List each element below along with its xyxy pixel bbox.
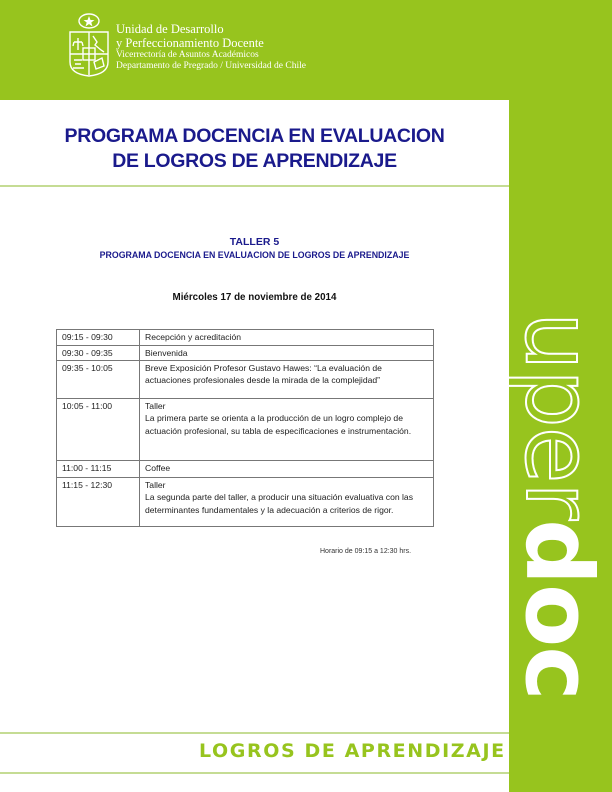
unit-name-line1: Unidad de Desarrollo <box>116 22 224 36</box>
activity-line: Bienvenida <box>145 348 188 358</box>
schedule-note: Horario de 09:15 a 12:30 hrs. <box>320 548 412 555</box>
activity-cell <box>140 330 434 346</box>
page-title <box>0 124 509 174</box>
time-cell: 09:30 - 09:35 <box>57 346 140 361</box>
table-row <box>57 330 434 346</box>
activity-line: Taller <box>145 400 166 411</box>
unit-vicerrectoria: Vicerrectoría de Asuntos Académicos <box>116 50 259 60</box>
activity-line: actuaciones profesionales desde la mirada de la complejidad” <box>145 375 381 385</box>
unit-info <box>116 22 306 72</box>
divider-footer-bottom <box>0 772 509 774</box>
table-row <box>57 460 434 477</box>
activity-cell <box>140 460 434 477</box>
unit-name-line2: y Perfeccionamiento Docente <box>116 36 264 50</box>
time-cell: 09:15 - 09:30 <box>57 330 140 346</box>
activity-line: La primera parte se orienta a la producción de un logro complejo de <box>145 413 403 423</box>
table-row <box>57 398 434 460</box>
activity-cell <box>140 360 434 398</box>
brand-wordmark-outline: uper <box>505 312 612 520</box>
footer-label: LOGROS DE APRENDIZAJE <box>199 740 506 762</box>
session-date: Miércoles 17 de noviembre de 2014 <box>172 292 337 303</box>
activity-line: Coffee <box>145 462 171 473</box>
activity-cell <box>140 477 434 526</box>
time-cell: 11:15 - 12:30 <box>57 477 140 526</box>
table-row <box>57 477 434 526</box>
activity-line: Recepción y acreditación <box>145 332 242 342</box>
time-cell: 10:05 - 11:00 <box>57 398 140 460</box>
taller-heading: TALLER 5 <box>229 236 280 248</box>
activity-cell <box>140 398 434 460</box>
activity-line: Taller <box>145 479 166 490</box>
table-row <box>57 360 434 398</box>
brand-wordmark-solid: doc <box>505 519 612 700</box>
divider-footer-top <box>0 732 509 734</box>
divider-top <box>0 185 509 187</box>
activity-line: La segunda parte del taller, a producir una situación evaluativa con las <box>145 492 414 502</box>
time-cell: 09:35 - 10:05 <box>57 360 140 398</box>
page-title-line2: DE LOGROS DE APRENDIZAJE <box>112 150 397 172</box>
header-band <box>0 0 612 100</box>
schedule-table <box>56 329 434 527</box>
page-title-line1: PROGRAMA DOCENCIA EN EVALUACION <box>64 125 445 147</box>
table-row <box>57 346 434 361</box>
taller-program: PROGRAMA DOCENCIA EN EVALUACION DE LOGROS DE APRENDIZAJE <box>99 250 410 260</box>
university-crest-icon <box>66 12 112 78</box>
unit-departamento: Departamento de Pregrado / Universidad de Chile <box>116 61 306 71</box>
brand-wordmark <box>505 312 612 700</box>
activity-line: determinantes fundamentales y la adecuación a criterios de rigor. <box>145 504 394 515</box>
content-panel <box>0 100 509 792</box>
time-cell: 11:00 - 11:15 <box>57 460 140 477</box>
activity-line: Breve Exposición Profesor Gustavo Hawes: “La evaluación de <box>145 362 382 373</box>
activity-line: actuación profesional, su tabla de especificaciones e instrumentación. <box>145 425 412 436</box>
activity-cell <box>140 346 434 361</box>
